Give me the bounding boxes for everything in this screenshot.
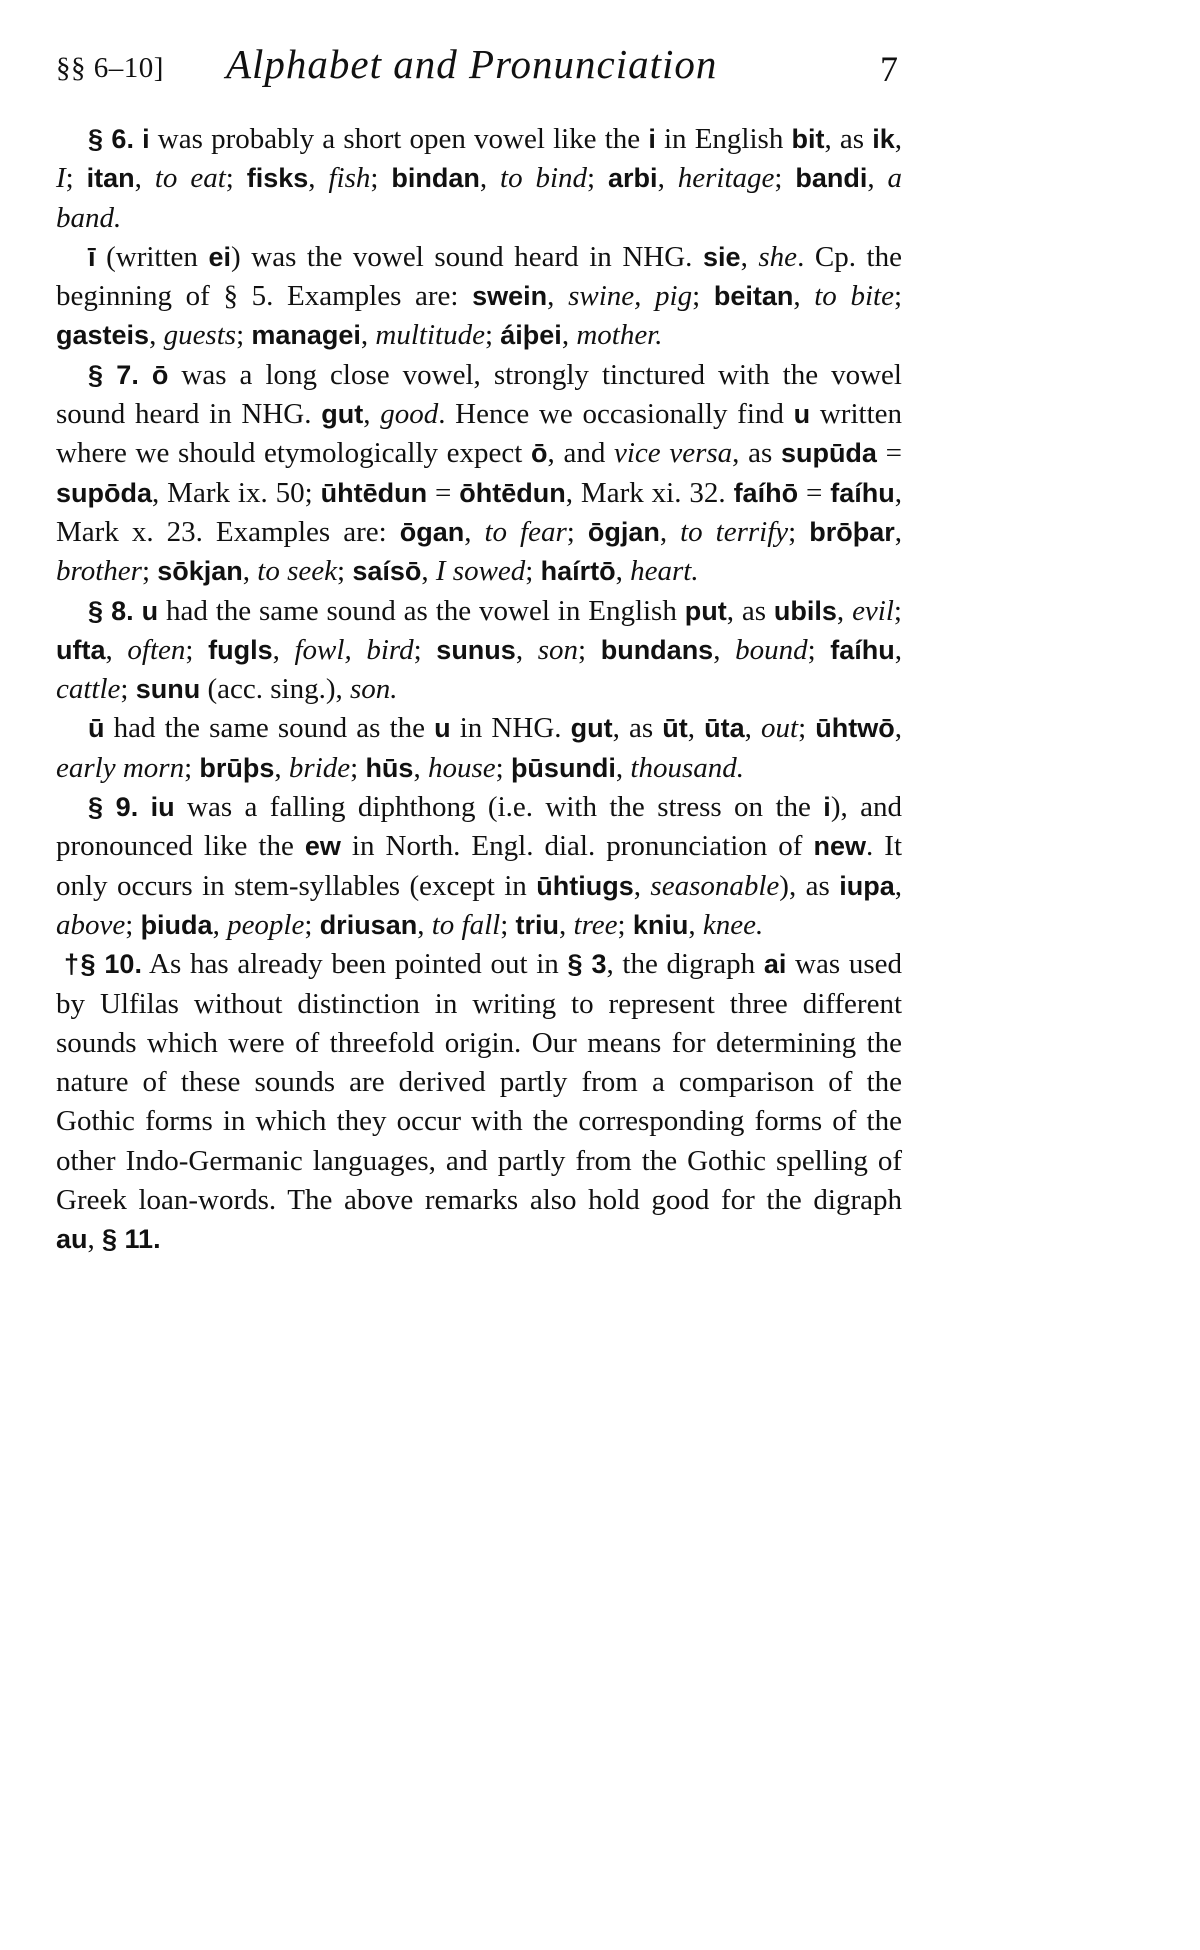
text-run: , Mark ix. 50; xyxy=(152,476,321,509)
text-run xyxy=(134,123,142,155)
section-mark: § 8. xyxy=(88,595,134,626)
text-run: , as xyxy=(726,594,774,627)
gothic-word: bindan xyxy=(391,163,480,194)
gothic-word: managei xyxy=(251,320,361,351)
gloss: fish xyxy=(328,162,371,195)
gothic-word: supūda xyxy=(780,438,877,469)
text-run: ; xyxy=(798,712,816,745)
text-run: , xyxy=(479,162,501,195)
gloss: to bite xyxy=(814,280,894,313)
text-run: , xyxy=(308,162,329,195)
text-run: . Hence we occasionally find xyxy=(438,398,794,431)
text-run: ; xyxy=(566,515,588,548)
gothic-word: ei xyxy=(208,241,232,272)
text-run: , xyxy=(363,398,381,431)
gothic-word: ūhtwō xyxy=(815,713,895,744)
text-run: = xyxy=(427,476,460,509)
gloss: tree xyxy=(573,908,618,941)
text-run: , xyxy=(894,633,903,666)
text-run: ; xyxy=(184,751,200,784)
text-run: ; xyxy=(304,908,320,941)
text-run xyxy=(134,595,142,627)
gloss: cattle xyxy=(56,673,121,706)
gloss: to seek xyxy=(257,555,338,588)
gloss: son xyxy=(537,633,578,666)
text-run: ; xyxy=(525,555,541,588)
text-run: , xyxy=(894,123,902,155)
text-run: ; xyxy=(788,515,810,548)
text-run: , xyxy=(615,751,631,784)
text-run: = xyxy=(798,476,831,509)
gloss: guests xyxy=(163,319,237,352)
text-run: ; xyxy=(125,908,141,941)
text-run: , xyxy=(713,633,736,666)
text-run: , Mark x. 23. Examples are: xyxy=(56,476,902,548)
text-run: , xyxy=(793,280,815,313)
gloss: fowl, bird xyxy=(294,633,414,666)
gothic-word: swein xyxy=(472,281,548,312)
text-run: , xyxy=(867,162,888,195)
gloss: swine, pig xyxy=(568,280,693,313)
text-run: , xyxy=(417,908,432,941)
text-run: ; xyxy=(692,280,714,313)
gothic-word: new xyxy=(813,831,867,862)
text-run: , xyxy=(272,633,295,666)
section-mark: § 7. xyxy=(88,359,139,390)
gothic-word: fugls xyxy=(208,634,273,665)
gloss: heart. xyxy=(630,555,699,588)
paragraph xyxy=(56,592,902,710)
text-run: , xyxy=(836,594,853,627)
gothic-word: ō xyxy=(151,359,169,390)
paragraph xyxy=(56,238,902,356)
text-run: , xyxy=(421,555,436,588)
text-run: , xyxy=(561,319,577,352)
text-run: was a falling diphthong (i.e. with the stress on the xyxy=(174,791,824,824)
text-run: in North. Engl. dial. pronunciation of xyxy=(340,830,814,863)
gloss: bound xyxy=(735,633,808,666)
gloss: she xyxy=(758,240,798,273)
gothic-word: kniu xyxy=(632,909,689,940)
text-run: , xyxy=(894,869,902,902)
gloss: above xyxy=(56,908,126,941)
text-run: (acc. sing.), xyxy=(200,673,351,706)
gloss: to eat xyxy=(154,162,226,195)
text-run: , and xyxy=(547,437,614,470)
text-run: ; xyxy=(893,280,903,313)
text-run: in NHG. xyxy=(450,712,571,745)
text-run: was a long close vowel, strongly tinctured with the vowel sound heard in NHG. xyxy=(56,358,902,431)
section-mark: †§ 10. xyxy=(64,949,142,980)
text-run: had the same sound as the xyxy=(104,712,435,745)
text-run: , xyxy=(687,712,705,745)
text-run: , xyxy=(242,555,258,588)
gothic-word: i xyxy=(823,792,831,823)
body-text xyxy=(56,120,902,1260)
text-run: , xyxy=(105,633,128,666)
section-mark: § 6. xyxy=(88,124,134,154)
gothic-word: bundans xyxy=(600,634,714,665)
text-run: = xyxy=(876,437,902,470)
text-run: , xyxy=(894,712,902,745)
gothic-word: au xyxy=(56,1224,88,1255)
gothic-word: bandi xyxy=(795,163,868,194)
gothic-word: faíhu xyxy=(830,634,895,665)
text-run: ), as xyxy=(779,869,840,902)
gothic-word: ī xyxy=(88,241,96,272)
gothic-word: ik xyxy=(872,124,895,154)
gloss: good xyxy=(380,398,439,431)
text-run: ; xyxy=(141,555,158,588)
gothic-word: þiuda xyxy=(140,909,213,940)
section-mark: § 9. xyxy=(88,792,139,823)
text-run: , as xyxy=(612,712,663,745)
gloss: seasonable xyxy=(650,869,780,902)
text-run: ), and pronounced like the xyxy=(56,791,902,863)
text-run: ; xyxy=(337,555,353,588)
text-run: , xyxy=(134,162,155,195)
gloss: bride xyxy=(288,751,351,784)
text-run: in English xyxy=(655,123,792,155)
text-run: , xyxy=(688,908,703,941)
gothic-word: áiþei xyxy=(500,320,562,351)
gothic-word: driusan xyxy=(319,909,418,940)
gothic-word: hūs xyxy=(365,752,414,783)
gothic-word: þūsundi xyxy=(510,752,616,783)
gothic-word: bit xyxy=(791,124,825,154)
text-run: , xyxy=(633,869,651,902)
gothic-word: sie xyxy=(703,241,741,272)
paragraph xyxy=(56,709,902,788)
text-run: ; xyxy=(413,633,437,666)
page-number: 7 xyxy=(880,49,898,89)
text-run: had the same sound as the vowel in English xyxy=(158,594,685,627)
gothic-word: ūt xyxy=(662,713,688,744)
text-run: written where we should etymologically expect xyxy=(56,398,902,470)
gloss: often xyxy=(127,633,186,666)
gothic-word: gut xyxy=(570,713,613,744)
gloss: house xyxy=(427,751,496,784)
running-header xyxy=(56,40,902,100)
gloss: to fall xyxy=(431,908,501,941)
gloss: brother xyxy=(56,555,142,588)
text-run: ; xyxy=(350,751,366,784)
text-run: , xyxy=(149,319,164,352)
text-run: , as xyxy=(732,437,781,470)
text-run: (written xyxy=(95,240,209,273)
gothic-word: i xyxy=(142,124,150,154)
gloss: evil xyxy=(852,594,894,627)
gothic-word: brōþar xyxy=(809,516,895,547)
text-run: , Mark xi. 32. xyxy=(565,476,734,509)
gloss: knee. xyxy=(702,908,764,941)
gothic-word: put xyxy=(684,595,727,626)
gothic-word: sōkjan xyxy=(157,556,243,587)
text-run: . Cp. the beginning of § 5. Examples are: xyxy=(56,240,902,313)
gloss: vice versa xyxy=(614,437,733,470)
gloss: multitude xyxy=(375,319,485,352)
text-run: ; xyxy=(185,633,209,666)
text-run: , xyxy=(274,751,289,784)
text-run: , xyxy=(559,908,574,941)
gloss: to fear xyxy=(484,515,567,548)
gothic-word: ubils xyxy=(773,595,837,626)
gothic-word: ūhtiugs xyxy=(536,870,634,901)
text-run: ; xyxy=(495,751,511,784)
gothic-word: sunu xyxy=(135,674,201,705)
gloss: a band. xyxy=(56,162,903,234)
gothic-word: i xyxy=(648,124,656,154)
gothic-word: ōhtēdun xyxy=(459,477,566,508)
text-run: , xyxy=(413,751,428,784)
text-run: , xyxy=(360,319,376,352)
text-run: ; xyxy=(587,162,609,195)
gloss: mother. xyxy=(576,319,663,352)
paragraph xyxy=(56,788,902,945)
text-run: ; xyxy=(774,162,796,195)
gothic-word: ew xyxy=(304,831,341,862)
text-run: , xyxy=(464,515,485,548)
gothic-word: arbi xyxy=(608,163,658,194)
gothic-word: ai xyxy=(763,949,787,980)
text-run: , xyxy=(744,712,762,745)
gloss: to bind xyxy=(500,162,588,195)
text-run: ; xyxy=(120,673,136,706)
gloss: out xyxy=(761,712,799,745)
paragraph xyxy=(56,945,902,1259)
gothic-word: ōgan xyxy=(399,516,465,547)
text-run: ; xyxy=(65,162,87,195)
text-run: , xyxy=(547,280,569,313)
gothic-word: ūta xyxy=(704,713,745,744)
text-run: . It only occurs in stem-syllables (except in xyxy=(56,830,902,902)
text-run: , xyxy=(212,908,228,941)
gothic-word: fisks xyxy=(246,163,309,194)
text-run: , xyxy=(615,555,631,588)
gothic-word: ūhtēdun xyxy=(320,477,428,508)
section-mark: § 11. xyxy=(102,1224,161,1255)
text-run: ; xyxy=(578,633,601,666)
gothic-word: saísō xyxy=(352,556,422,587)
section-mark: § 3 xyxy=(567,949,607,980)
gothic-word: supōda xyxy=(56,477,153,508)
text-run: was probably a short open vowel like the xyxy=(149,123,649,155)
text-run: ) was the vowel sound heard in NHG. xyxy=(231,240,704,273)
gloss: early morn xyxy=(56,751,185,784)
gothic-word: faíhu xyxy=(830,477,895,508)
text-run: ; xyxy=(893,594,902,627)
text-run: , xyxy=(659,515,681,548)
gothic-word: haírtō xyxy=(540,556,616,587)
gloss: I xyxy=(56,162,66,195)
gothic-word: gut xyxy=(321,399,364,430)
text-run: ; xyxy=(225,162,247,195)
gloss: heritage xyxy=(677,162,775,195)
gothic-word: u xyxy=(434,713,451,744)
gothic-word: ū xyxy=(88,713,105,744)
gothic-word: iupa xyxy=(839,870,895,901)
text-run xyxy=(138,791,150,823)
text-run: , xyxy=(657,162,678,195)
section-range: §§ 6–10] xyxy=(56,52,164,84)
gothic-word: itan xyxy=(86,163,135,194)
text-run: As has already been pointed out in xyxy=(141,948,568,981)
text-run: , xyxy=(515,633,538,666)
gloss: I sowed xyxy=(435,555,526,588)
gloss: thousand. xyxy=(630,751,745,784)
gothic-word: iu xyxy=(150,792,175,823)
text-run: ; xyxy=(236,319,252,352)
gothic-word: u xyxy=(141,595,159,626)
text-run: ; xyxy=(807,633,831,666)
gothic-word: beitan xyxy=(713,281,794,312)
gothic-word: ōgjan xyxy=(587,516,660,547)
gothic-word: ō xyxy=(531,438,548,469)
gothic-word: u xyxy=(793,399,811,430)
text-run: , xyxy=(87,1223,103,1256)
gothic-word: triu xyxy=(515,909,560,940)
gothic-word: sunus xyxy=(436,634,516,665)
gothic-word: gasteis xyxy=(56,320,150,351)
text-run: , xyxy=(740,240,759,273)
text-run xyxy=(139,359,152,391)
text-run: ; xyxy=(500,908,516,941)
gothic-word: faíhō xyxy=(733,477,799,508)
paragraph xyxy=(56,120,902,238)
text-run: , xyxy=(894,515,903,548)
page-title: Alphabet and Pronunciation xyxy=(226,41,718,87)
text-run: was used by Ulfilas without distinction in writing to represent three different sounds which were of threefold origin. Our means for determining the nature of these sounds are derived partly from a comparison of the Gothic forms in which they occur with the corresponding forms of the other Indo-Germanic languages, and partly from the Gothic spelling of Greek loan-words. The above remarks also hold good for the digraph xyxy=(56,948,903,1217)
text-run: ; xyxy=(484,319,501,352)
gothic-word: brūþs xyxy=(199,752,275,783)
text-run: , the digraph xyxy=(606,948,764,981)
paragraph xyxy=(56,356,902,592)
gloss: people xyxy=(227,908,305,941)
gloss: to terrify xyxy=(680,515,789,548)
text-run: ; xyxy=(370,162,392,195)
gothic-word: ufta xyxy=(56,634,106,665)
gloss: son. xyxy=(350,673,398,706)
text-run: , as xyxy=(824,123,873,155)
text-run: ; xyxy=(617,908,633,941)
